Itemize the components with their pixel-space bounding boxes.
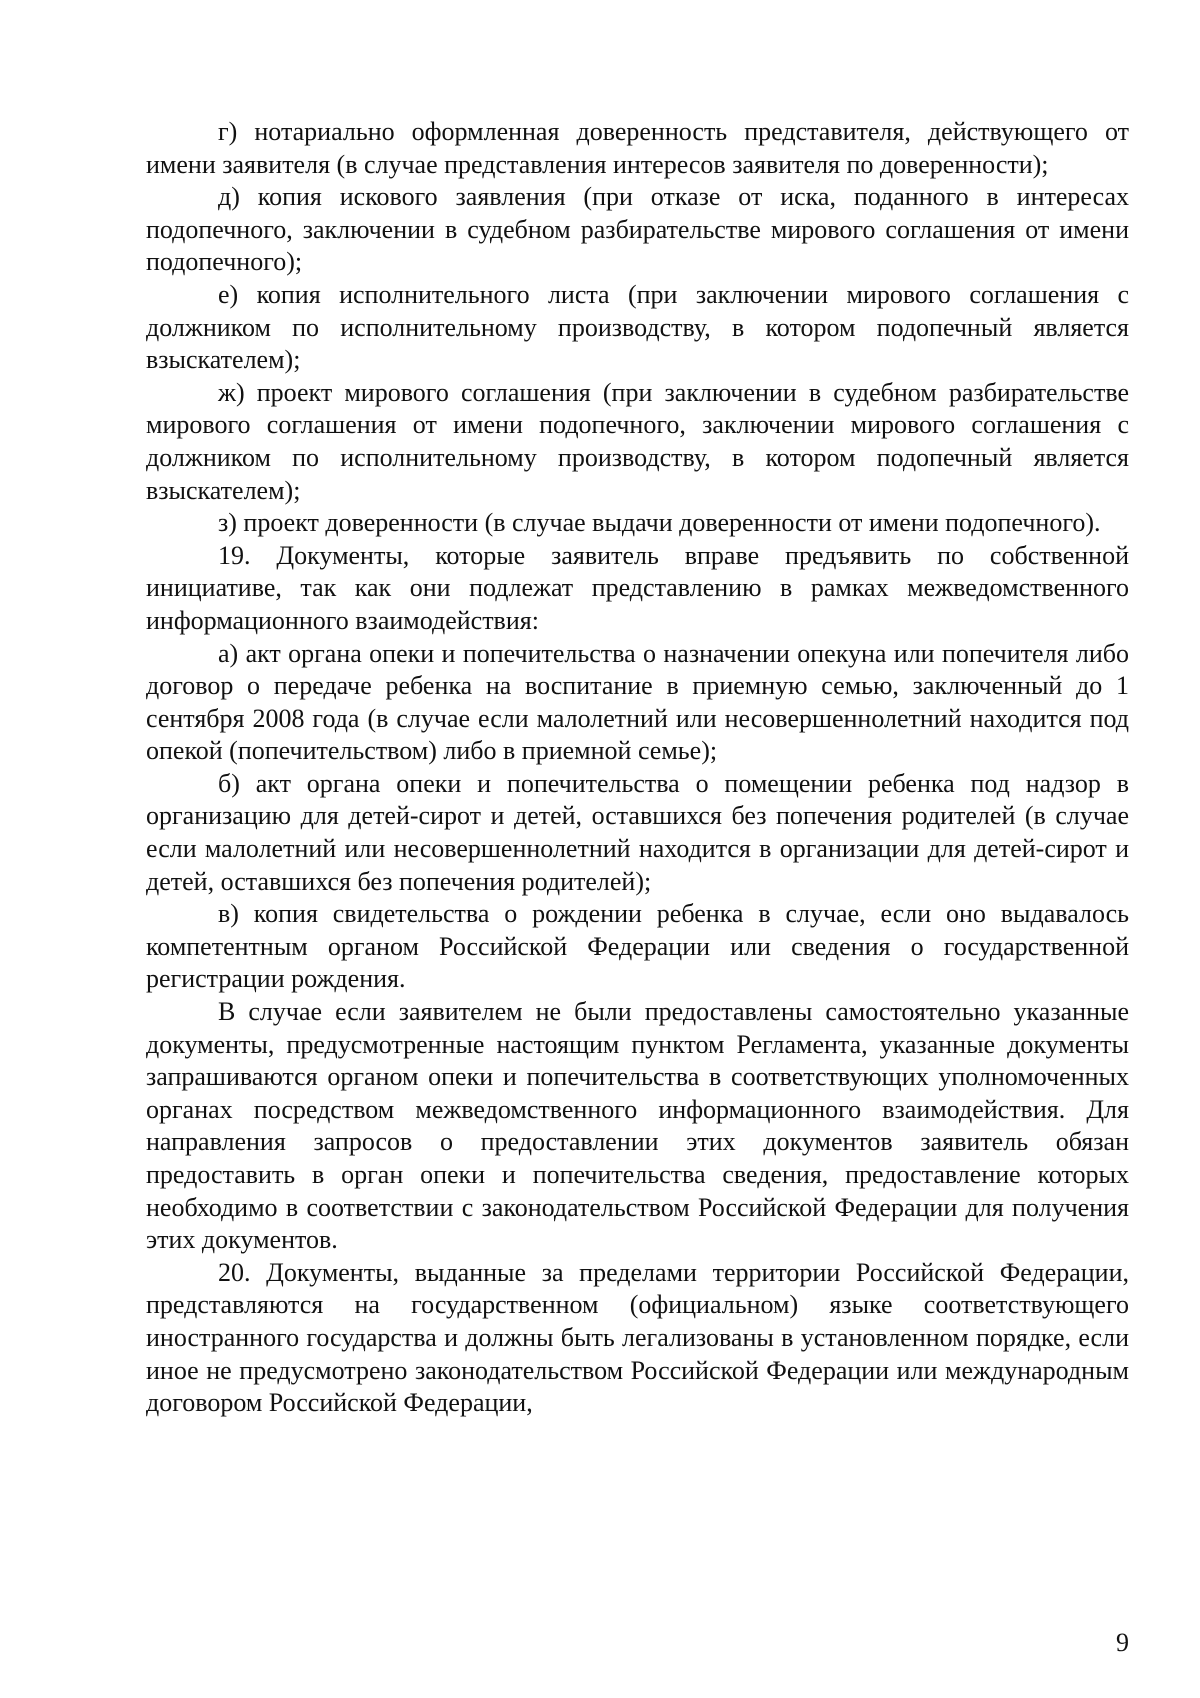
paragraph-item-z: з) проект доверенности (в случае выдачи доверенности от имени подопечного).	[218, 508, 1101, 538]
document-body	[146, 116, 1129, 1420]
paragraph-item-v: в) копия свидетельства о рождении ребенка в случае, если оно выдавалось компетентным органом Российской Федерации или сведения о государственной регистрации рождения.	[146, 899, 1129, 994]
paragraph-item-a: а) акт органа опеки и попечительства о назначении опекуна или попечителя либо договор о передаче ребенка на воспитание в приемную семью, заключенный до 1 сентября 2008 года (в случае если малолетний или несовершеннолетний находится под опекой (попечительством) либо в приемной семье);	[146, 638, 1129, 766]
paragraph-clause-20: 20. Документы, выданные за пределами территории Российской Федерации, представляются на государственном (официальном) языке соответствующего иностранного государства и должны быть легализованы в установленном порядке, если иное не предусмотрено законодательством Российской Федерации или международным договором Российской Федерации,	[146, 1257, 1129, 1418]
page-number: 9	[1116, 1628, 1129, 1657]
paragraph-item-g: г) нотариально оформленная доверенность представителя, действующего от имени заявителя (в случае представления интересов заявителя по доверенности);	[146, 117, 1129, 179]
paragraph-clause-19: 19. Документы, которые заявитель вправе предъявить по собственной инициативе, так как они подлежат представлению в рамках межведомственного информационного взаимодействия:	[146, 540, 1129, 635]
paragraph-item-zh: ж) проект мирового соглашения (при заключении в судебном разбирательстве мирового соглашения от имени подопечного, заключении мирового соглашения с должником по исполнительному производству, в котором подопечный является взыскателем);	[146, 377, 1129, 505]
paragraph-item-d: д) копия искового заявления (при отказе от иска, поданного в интересах подопечного, заключении в судебном разбирательстве мирового соглашения от имени подопечного);	[146, 182, 1129, 277]
paragraph-interagency-request: В случае если заявителем не были предоставлены самостоятельно указанные документы, предусмотренные настоящим пунктом Регламента, указанные документы запрашиваются органом опеки и попечительства в соответствующих уполномоченных органах посредством межведомственного информационного взаимодействия. Для направления запросов о предоставлении этих документов заявитель обязан предоставить в орган опеки и попечительства сведения, предоставление которых необходимо в соответствии с законодательством Российской Федерации для получения этих документов.	[146, 997, 1129, 1255]
paragraph-item-e: е) копия исполнительного листа (при заключении мирового соглашения с должником по исполнительному производству, в котором подопечный является взыскателем);	[146, 279, 1129, 375]
paragraph-item-b: б) акт органа опеки и попечительства о помещении ребенка под надзор в организацию для детей-сирот и детей, оставшихся без попечения родителей (в случае если малолетний или несовершеннолетний находится в организации для детей-сирот и детей, оставшихся без попечения родителей);	[146, 768, 1129, 896]
